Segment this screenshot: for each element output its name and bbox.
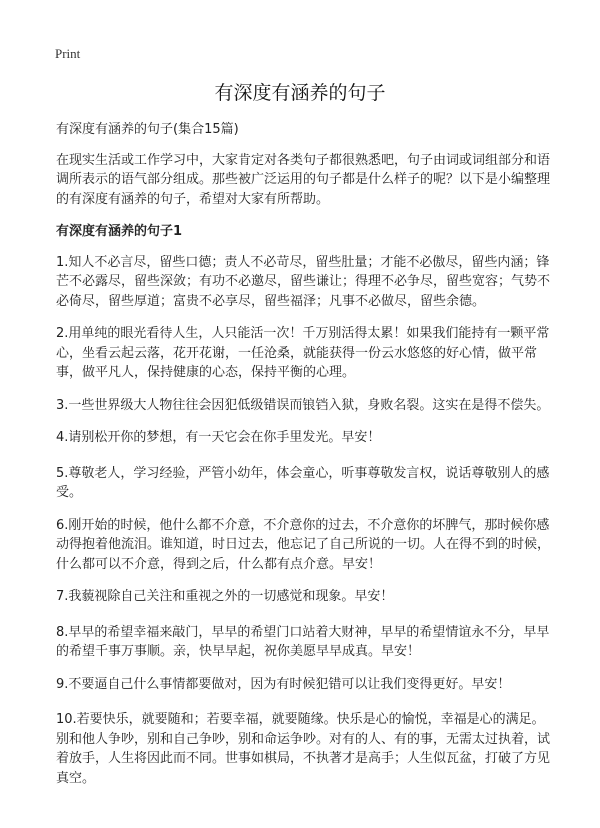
list-item: 3.一些世界级大人物往往会因犯低级错误而锒铛入狱，身败名裂。这实在是得不偿失。 bbox=[56, 397, 550, 413]
list-item: 8.早早的希望幸福来敲门，早早的希望门口站着大财神，早早的希望情谊永不分，早早的希望千事万事顺。亲，快早早起，祝你美愿早早成真。早安！ bbox=[56, 624, 550, 659]
list-item: 4.请别松开你的梦想，有一天它会在你手里发光。早安！ bbox=[56, 430, 381, 445]
section-heading: 有深度有涵养的句子1 bbox=[56, 224, 183, 239]
list-item: 7.我藐视除自己关注和重视之外的一切感觉和现象。早安！ bbox=[56, 589, 394, 604]
list-item: 1.知人不必言尽，留些口德；责人不必苛尽，留些肚量；才能不必傲尽，留些内涵；锋芒不必露尽，留些深敛；有功不必邀尽，留些谦让；得理不必争尽，留些宽容；气势不必倚尽，留些厚道；富贵不必享尽，留些福泽；凡事不必做尽，留些余德。 bbox=[56, 254, 551, 309]
intro-paragraph: 在现实生活或工作学习中，大家肯定对各类句子都很熟悉吧，句子由词或词组部分和语调所表示的语气部分组成。那些被广泛运用的句子都是什么样子的呢？以下是小编整理的有深度有涵养的句子，希望对大家有所帮助。 bbox=[56, 152, 551, 207]
print-link[interactable]: Print bbox=[55, 46, 81, 61]
article-body bbox=[56, 120, 550, 801]
list-item: 9.不要逼自己什么事情都要做对，因为有时候犯错可以让我们变得更好。早安！ bbox=[56, 676, 511, 692]
page-title: 有深度有涵养的句子 bbox=[214, 82, 386, 104]
list-item: 5.尊敬老人，学习经验，严管小幼年，体会童心，听事尊敬发言权，说话尊敬别人的感受。 bbox=[56, 465, 550, 500]
article-subtitle: 有深度有涵养的句子(集合15篇) bbox=[56, 122, 239, 137]
list-item: 6.刚开始的时候，他什么都不介意，不介意你的过去，不介意你的坏脾气，那时候你感动得抱着他流泪。谁知道，时日过去，他忘记了自己所说的一切。人在得不到的时候，什么都可以不介意，得到之后，什么都有点介意。早安！ bbox=[56, 517, 551, 572]
list-item: 10.若要快乐，就要随和；若要幸福，就要随缘。快乐是心的愉悦，幸福是心的满足。别和他人争吵，别和自己争吵，别和命运争吵。对有的人、有的事，无需太过执着，试着放手，人生将因此而不同。世事如棋局，不执著才是高手；人生似瓦盆，打破了方见真空。 bbox=[56, 712, 551, 786]
list-item: 2.用单纯的眼光看待人生，人只能活一次！千万别活得太累！如果我们能持有一颗平常心，坐看云起云落，花开花谢，一任沧桑，就能获得一份云水悠悠的好心情，做平常事，做平凡人，保持健康的心态，保持平衡的心理。 bbox=[56, 326, 550, 380]
